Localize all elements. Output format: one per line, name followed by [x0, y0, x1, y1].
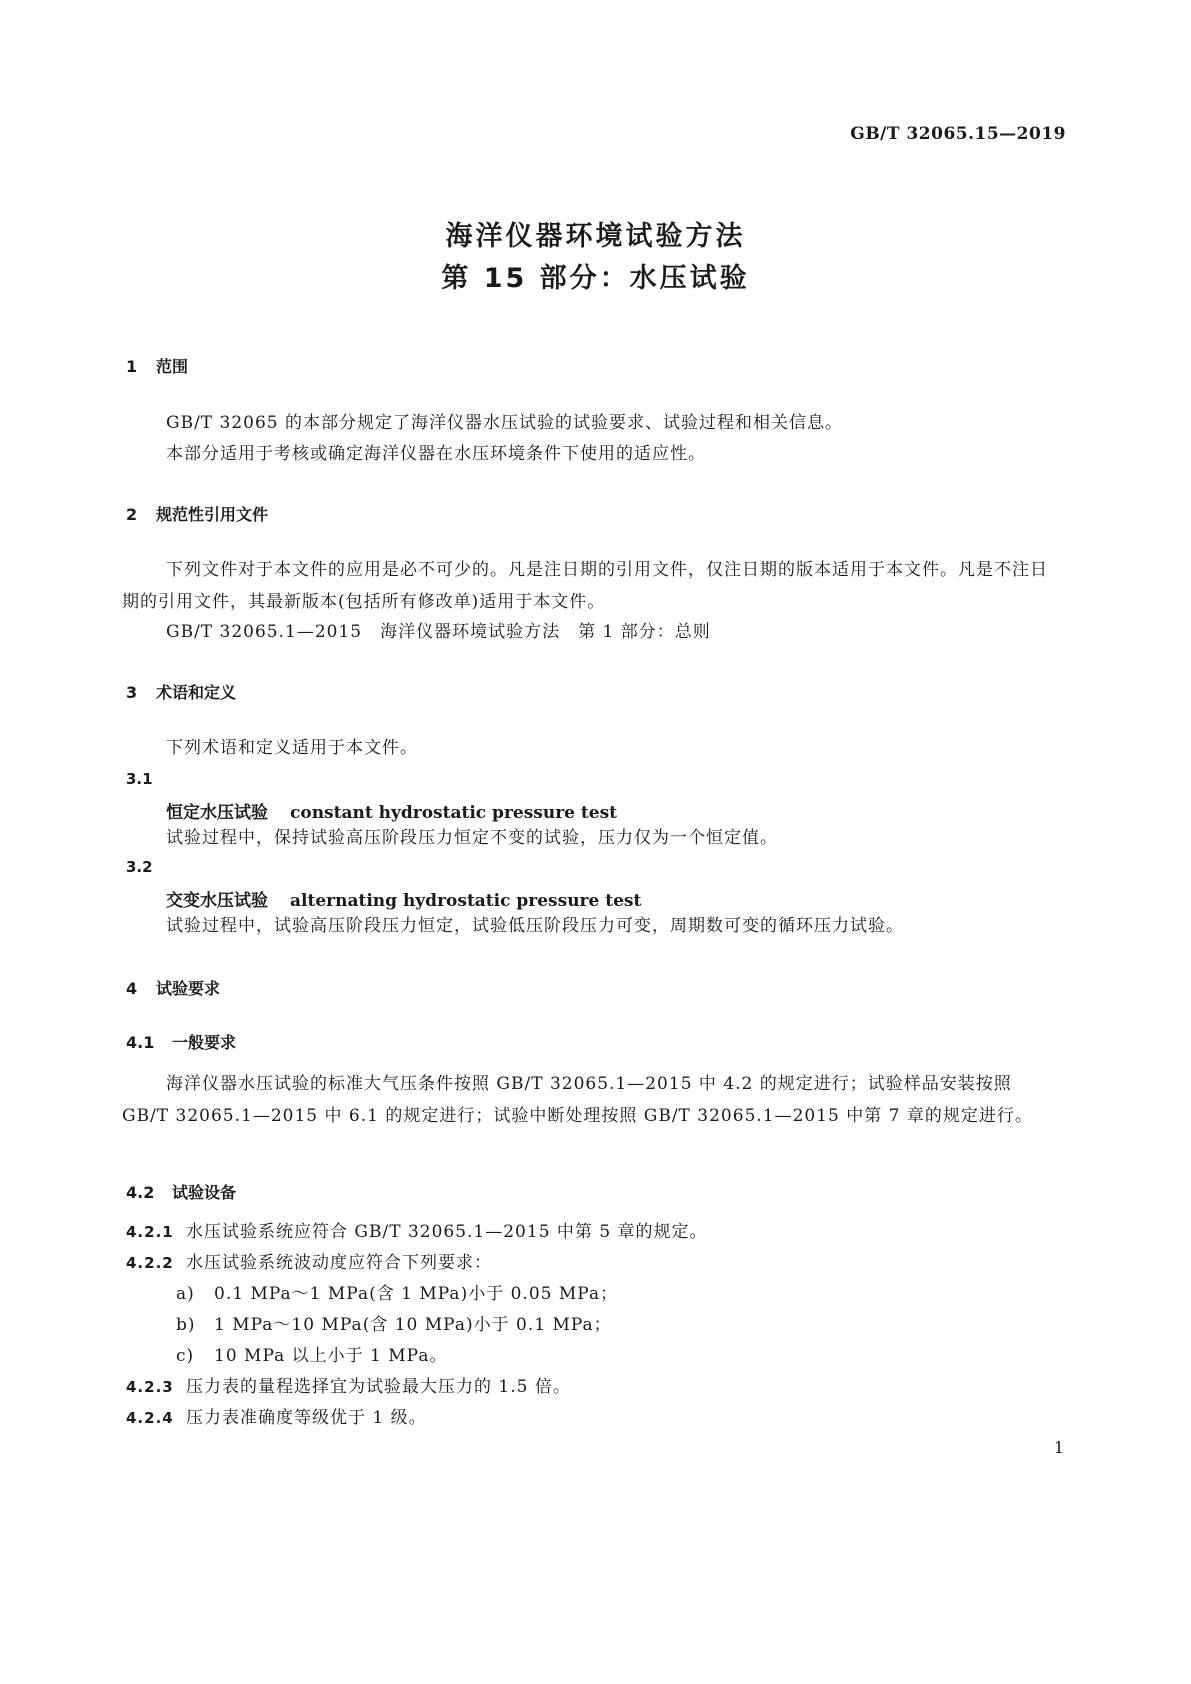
page-number: 1	[1053, 1438, 1064, 1457]
clause-text: 水压试验系统波动度应符合下列要求：	[186, 1253, 492, 1273]
term-chinese: 恒定水压试验	[166, 803, 268, 823]
term-definition: 试验过程中，试验高压阶段压力恒定，试验低压阶段压力可变，周期数可变的循环压力试验。	[166, 916, 904, 936]
clause	[126, 1402, 427, 1434]
list-text: 1 MPa～10 MPa(含 10 MPa)小于 0.1 MPa；	[214, 1315, 612, 1335]
normative-reference: GB/T 32065.1—2015 海洋仪器环境试验方法 第 1 部分：总则	[166, 622, 711, 642]
clause	[126, 1371, 571, 1403]
section-3-heading	[126, 680, 236, 703]
subsection-4-1-heading	[126, 1030, 236, 1053]
clause-number: 4.2.1	[126, 1223, 174, 1241]
section-number: 4	[126, 979, 138, 998]
clause-number: 4.2.2	[126, 1254, 174, 1272]
section-number: 2	[126, 505, 138, 524]
clause-text: 压力表的量程选择宜为试验最大压力的 1.5 倍。	[186, 1377, 571, 1397]
section-title: 一般要求	[172, 1033, 237, 1052]
term-number: 3.2	[126, 858, 153, 876]
section-title: 术语和定义	[156, 683, 237, 702]
section-number: 1	[126, 357, 138, 376]
paragraph: 本部分适用于考核或确定海洋仪器在水压环境条件下使用的适应性。	[166, 444, 706, 464]
section-number: 4.2	[126, 1183, 155, 1202]
list-marker: a)	[176, 1284, 195, 1304]
document-subtitle: 第 15 部分：水压试验	[441, 263, 750, 294]
list-item	[176, 1309, 612, 1341]
list-item	[176, 1340, 448, 1372]
standard-number: GB/T 32065.15—2019	[850, 124, 1066, 144]
list-text: 0.1 MPa～1 MPa(含 1 MPa)小于 0.05 MPa；	[214, 1284, 619, 1304]
subsection-4-2-heading	[126, 1180, 236, 1203]
term-number: 3.1	[126, 770, 153, 788]
term-chinese: 交变水压试验	[166, 891, 268, 911]
clause	[126, 1216, 708, 1248]
list-marker: c)	[176, 1346, 195, 1366]
list-text: 10 MPa 以上小于 1 MPa。	[214, 1346, 448, 1366]
section-number: 4.1	[126, 1033, 155, 1052]
clause-text: 水压试验系统应符合 GB/T 32065.1—2015 中第 5 章的规定。	[186, 1222, 708, 1242]
list-marker: b)	[176, 1315, 196, 1335]
clause-number: 4.2.4	[126, 1409, 174, 1427]
section-1-heading	[126, 354, 188, 377]
section-title: 规范性引用文件	[156, 505, 269, 524]
paragraph: 海洋仪器水压试验的标准大气压条件按照 GB/T 32065.1—2015 中 4.2 的规定进行；试验样品安装按照 GB/T 32065.1—2015 中 6.1 的规定进行；试验中断处理按照 GB/T 32065.1—2015 中第 7 章的规定进行。	[122, 1074, 1033, 1126]
term-definition: 试验过程中，保持试验高压阶段压力恒定不变的试验，压力仅为一个恒定值。	[166, 828, 778, 848]
paragraph: GB/T 32065 的本部分规定了海洋仪器水压试验的试验要求、试验过程和相关信息。	[166, 413, 844, 433]
section-title: 试验设备	[172, 1183, 237, 1202]
term-heading	[166, 798, 617, 823]
term-english: alternating hydrostatic pressure test	[290, 891, 642, 911]
section-number: 3	[126, 683, 138, 702]
paragraph: 下列术语和定义适用于本文件。	[166, 738, 418, 758]
section-4-heading	[126, 976, 220, 999]
clause-text: 压力表准确度等级优于 1 级。	[186, 1408, 427, 1428]
section-2-heading	[126, 502, 268, 525]
term-english: constant hydrostatic pressure test	[290, 803, 618, 823]
paragraph: 下列文件对于本文件的应用是必不可少的。凡是注日期的引用文件，仅注日期的版本适用于本文件。凡是不注日期的引用文件，其最新版本(包括所有修改单)适用于本文件。	[122, 560, 1048, 612]
term-heading	[166, 886, 641, 911]
document-title: 海洋仪器环境试验方法	[445, 221, 746, 252]
clause-number: 4.2.3	[126, 1378, 174, 1396]
clause	[126, 1247, 492, 1279]
section-title: 范围	[156, 357, 189, 376]
list-item	[176, 1278, 618, 1310]
section-title: 试验要求	[156, 979, 221, 998]
